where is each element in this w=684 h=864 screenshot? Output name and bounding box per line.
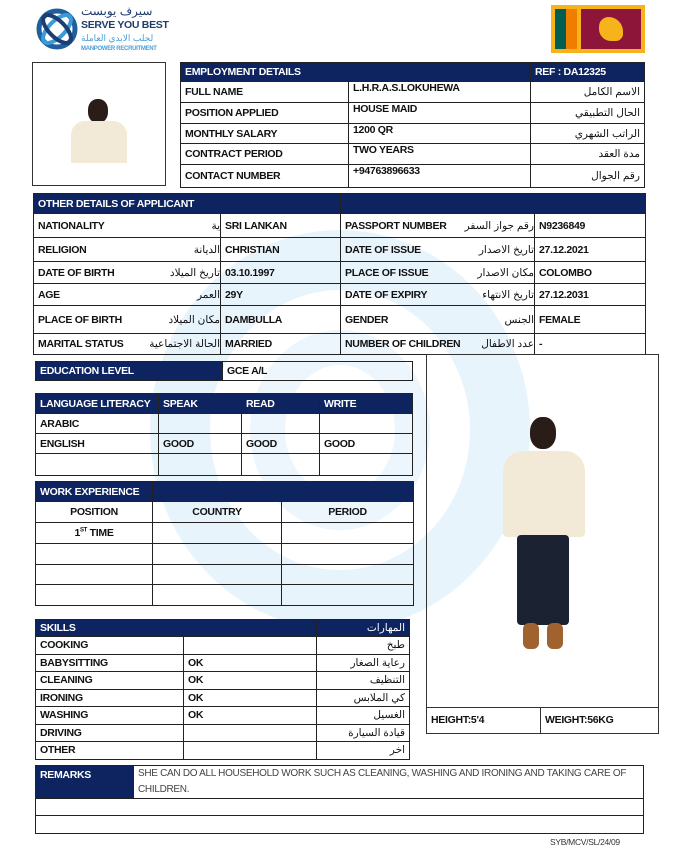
cell-text: COLOMBO — [535, 262, 646, 284]
table-row — [34, 284, 646, 306]
cell-text: TWO YEARS — [349, 144, 531, 165]
cell-text: الاسم الكامل — [531, 82, 645, 103]
logo-name: SERVE YOU BEST — [81, 19, 169, 31]
cell-text: اخر — [317, 742, 410, 760]
cell-text: RELIGION — [38, 243, 87, 256]
cell-text: SPEAK — [159, 394, 242, 414]
work-experience-table — [35, 481, 414, 606]
cell-text: تاريخ الانتهاء — [482, 288, 534, 301]
cell-text — [159, 454, 242, 476]
table-row — [36, 637, 410, 655]
cell-text: L.H.R.A.S.LOKUHEWA — [349, 82, 531, 103]
table-row — [36, 654, 410, 672]
cell-text: مكان الاصدار — [477, 266, 534, 279]
ref-number: REF : DA12325 — [531, 63, 645, 82]
cell-text: CHRISTIAN — [221, 238, 341, 262]
table-row — [36, 414, 413, 434]
cell-text — [184, 724, 317, 742]
weight-value: WEIGHT:56KG — [545, 714, 614, 726]
table-row — [181, 165, 645, 188]
cell-text: TIME — [87, 527, 114, 539]
table-row — [181, 124, 645, 144]
cell-text: DATE OF BIRTH — [38, 266, 115, 279]
cell-text: رقم الجوال — [531, 165, 645, 188]
cell-text: DAMBULLA — [221, 306, 341, 334]
cell-text: تاريخ الاصدار — [478, 243, 534, 256]
cell-text: DRIVING — [36, 724, 184, 742]
cell-text: COOKING — [36, 637, 184, 655]
cell-text: رقم جواز السفر — [464, 219, 534, 232]
applicant-photo-small — [32, 62, 166, 186]
cell-text: POSITION — [36, 502, 153, 523]
table-row — [36, 565, 414, 585]
cell-text: OK — [184, 672, 317, 690]
cell-text: PERIOD — [282, 502, 414, 523]
cell-text: MARITAL STATUS — [38, 338, 124, 350]
education-table — [35, 361, 413, 381]
cell-text: READ — [242, 394, 320, 414]
cell-text: CONTRACT PERIOD — [181, 144, 349, 165]
cell-text: كي الملابس — [317, 689, 410, 707]
table-row — [181, 82, 645, 103]
cell-text: PASSPORT NUMBER — [345, 219, 447, 232]
cell-text: - — [535, 334, 646, 355]
cell-text: OK — [184, 689, 317, 707]
cell-text: WASHING — [36, 707, 184, 725]
cell-text — [184, 742, 317, 760]
cell-text: COUNTRY — [153, 502, 282, 523]
table-row — [181, 144, 645, 165]
other-details-title: OTHER DETAILS OF APPLICANT — [34, 194, 341, 214]
cell-text: ST — [79, 527, 88, 534]
table-row — [36, 672, 410, 690]
cell-text: GENDER — [345, 313, 389, 326]
cell-text: SKILLS — [36, 620, 317, 637]
table-row — [36, 434, 413, 454]
remarks-table — [35, 765, 644, 834]
table-row — [36, 724, 410, 742]
cell-text: الجنس — [504, 313, 534, 326]
cell-text: 1200 QR — [349, 124, 531, 144]
cell-text: DATE OF EXPIRY — [345, 288, 428, 301]
cell-text: 03.10.1997 — [221, 262, 341, 284]
table-row — [36, 742, 410, 760]
cell-text: LANGUAGE LITERACY — [36, 394, 159, 414]
other-details-table — [33, 193, 646, 355]
cell-text — [242, 454, 320, 476]
sri-lanka-flag — [551, 5, 645, 53]
skills-table — [35, 619, 410, 760]
cell-text: OTHER — [36, 742, 184, 760]
table-row — [36, 544, 414, 565]
cell-text: GOOD — [320, 434, 413, 454]
cell-text: الحال التطبيقي — [531, 103, 645, 124]
table-row — [36, 585, 414, 606]
cell-text: CLEANING — [36, 672, 184, 690]
cell-text: ARABIC — [36, 414, 159, 434]
cell-text: +94763896633 — [349, 165, 531, 188]
cell-text: طبخ — [317, 637, 410, 655]
cell-text: التنظيف — [317, 672, 410, 690]
applicant-photo-full — [426, 354, 659, 734]
table-row — [34, 214, 646, 238]
cell-text: OK — [184, 707, 317, 725]
logo-arabic-name: سيرف يوبست — [81, 4, 153, 18]
cell-text: 1 — [74, 527, 80, 539]
cell-text: الراتب الشهري — [531, 124, 645, 144]
cell-text: المهارات — [317, 620, 410, 637]
cell-text: الغسيل — [317, 707, 410, 725]
cell-text: ية — [211, 219, 220, 232]
cell-text: OK — [184, 654, 317, 672]
cell-text: رعاية الصغار — [317, 654, 410, 672]
education-value: GCE A/L — [223, 362, 413, 381]
cell-text: FEMALE — [535, 306, 646, 334]
cell-text: عدد الاطفال — [481, 338, 534, 350]
cell-text: العمر — [196, 288, 220, 301]
cell-text: PLACE OF ISSUE — [345, 266, 429, 279]
cell-text: NATIONALITY — [38, 219, 105, 232]
cell-text: PLACE OF BIRTH — [38, 313, 122, 326]
cell-text: EDUCATION LEVEL — [36, 362, 223, 381]
cell-text: BABYSITTING — [36, 654, 184, 672]
cell-text: FULL NAME — [181, 82, 349, 103]
cell-text: HOUSE MAID — [349, 103, 531, 124]
table-row — [34, 334, 646, 355]
table-row — [36, 689, 410, 707]
company-logo — [35, 4, 169, 56]
cell-text: 27.12.2021 — [535, 238, 646, 262]
cell-text: 27.12.2031 — [535, 284, 646, 306]
cell-text — [320, 454, 413, 476]
table-row — [34, 306, 646, 334]
cell-text: POSITION APPLIED — [181, 103, 349, 124]
table-row — [181, 103, 645, 124]
cell-text: GOOD — [159, 434, 242, 454]
cell-text: CONTACT NUMBER — [181, 165, 349, 188]
cell-text: مدة العقد — [531, 144, 645, 165]
cell-text: WORK EXPERIENCE — [36, 482, 153, 502]
cell-text — [159, 414, 242, 434]
cell-text: N9236849 — [535, 214, 646, 238]
cell-text: مكان الميلاد — [168, 313, 220, 326]
cell-text: MONTHLY SALARY — [181, 124, 349, 144]
cell-text: 29Y — [221, 284, 341, 306]
cell-text: SRI LANKAN — [221, 214, 341, 238]
cell-text: IRONING — [36, 689, 184, 707]
cell-text: GOOD — [242, 434, 320, 454]
cell-text: MARRIED — [221, 334, 341, 355]
cell-text: REMARKS — [36, 766, 134, 799]
cell-text — [320, 414, 413, 434]
remarks-text: SHE CAN DO ALL HOUSEHOLD WORK SUCH AS CLEANING, WASHING AND IRONING AND TAKING CARE OF CHILDREN. — [134, 766, 644, 799]
cell-text: الديانة — [193, 243, 220, 256]
logo-text — [81, 4, 169, 53]
logo-arabic-subtitle: لجلب الايدي العاملة — [81, 33, 154, 43]
cell-text: ENGLISH — [36, 434, 159, 454]
cell-text: DATE OF ISSUE — [345, 243, 421, 256]
height-value: HEIGHT:5'4 — [427, 708, 541, 734]
cell-text — [36, 454, 159, 476]
employment-title: EMPLOYMENT DETAILS — [181, 63, 531, 82]
cell-text — [184, 637, 317, 655]
language-table — [35, 393, 413, 476]
employment-details-table — [180, 62, 645, 188]
cell-text: تاريخ الميلاد — [169, 266, 220, 279]
cell-text: AGE — [38, 288, 60, 301]
table-row — [36, 707, 410, 725]
logo-knot-icon — [35, 7, 79, 51]
logo-subtitle: MANPOWER RECRUITMENT — [81, 46, 157, 52]
document-code: SYB/MCV/SL/24/09 — [550, 837, 620, 847]
cell-text: NUMBER OF CHILDREN — [345, 338, 461, 350]
cell-text: قيادة السيارة — [317, 724, 410, 742]
cell-text — [242, 414, 320, 434]
table-row — [36, 454, 413, 476]
table-row — [34, 238, 646, 262]
cell-text: WRITE — [320, 394, 413, 414]
cell-text: الحالة الاجتماعية — [149, 338, 220, 350]
table-row — [34, 262, 646, 284]
table-row — [36, 523, 414, 544]
